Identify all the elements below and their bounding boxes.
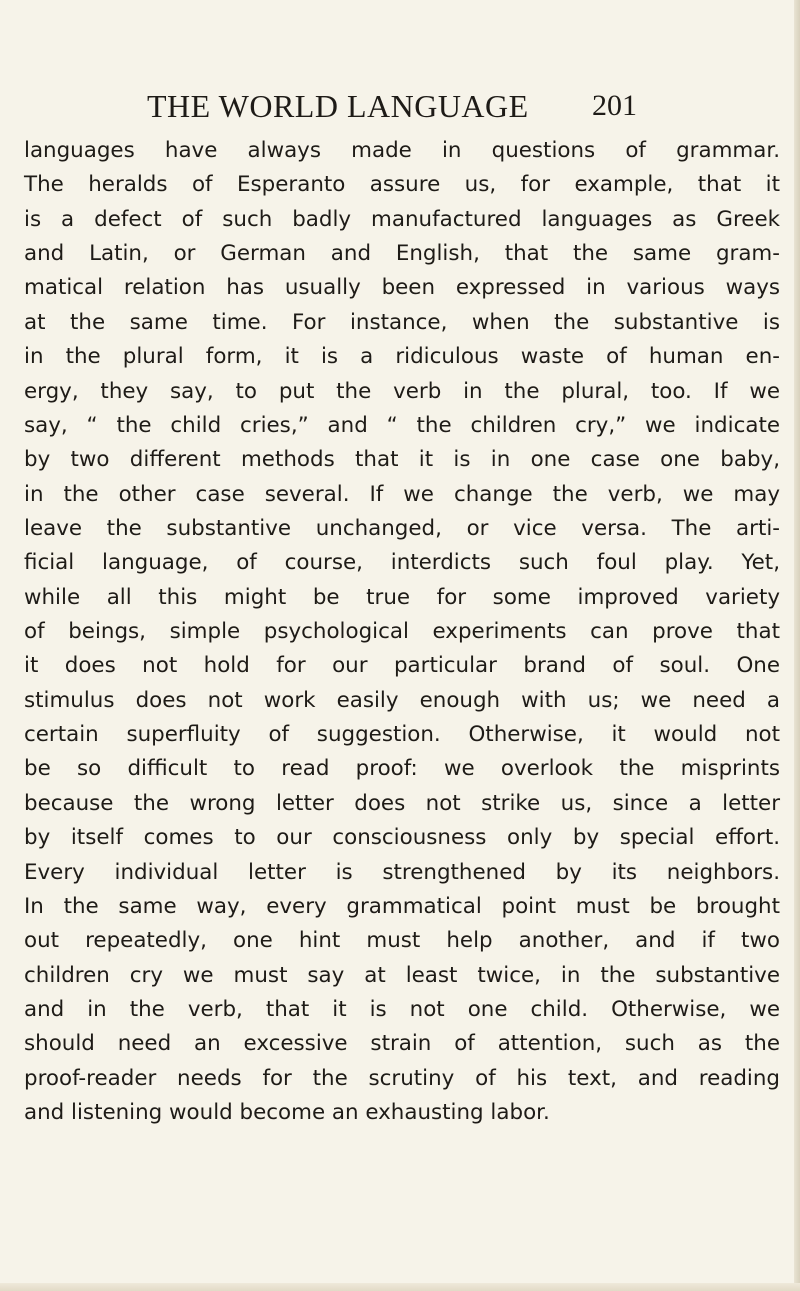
page-bottom-edge	[0, 1283, 800, 1291]
text-line: and Latin, or German and English, that the same gram-	[24, 241, 780, 267]
text-line-last: and listening would become an exhausting labor.	[24, 1100, 550, 1126]
text-line: children cry we must say at least twice, in the substantive	[24, 962, 780, 988]
text-line: The heralds of Esperanto assure us, for example, that it	[24, 172, 780, 198]
text-line: by two different methods that it is in one case one baby,	[24, 447, 780, 473]
text-line: should need an excessive strain of attention, such as the	[24, 1031, 780, 1057]
text-line: ficial language, of course, interdicts such foul play. Yet,	[24, 550, 780, 576]
text-line: because the wrong letter does not strike us, since a letter	[24, 790, 780, 816]
text-line: is a defect of such badly manufactured languages as Greek	[24, 206, 780, 232]
text-line: proof-reader needs for the scrutiny of his text, and reading	[24, 1065, 780, 1091]
running-title: THE WORLD LANGUAGE	[147, 88, 529, 124]
text-line: be so difficult to read proof: we overlook the misprints	[24, 756, 780, 782]
text-line: stimulus does not work easily enough with us; we need a	[24, 687, 780, 713]
text-line: in the plural form, it is a ridiculous waste of human en-	[24, 344, 780, 370]
text-line: certain superfluity of suggestion. Otherwise, it would not	[24, 722, 780, 748]
text-line: out repeatedly, one hint must help another, and if two	[24, 928, 780, 954]
text-line: it does not hold for our particular brand of soul. One	[24, 653, 780, 679]
text-line: say, “ the child cries,” and “ the children cry,” we indicate	[24, 412, 780, 438]
text-line: ergy, they say, to put the verb in the plural, too. If we	[24, 378, 780, 404]
text-line: in the other case several. If we change the verb, we may	[24, 481, 780, 507]
text-line: languages have always made in questions of grammar.	[24, 138, 780, 163]
page-number: 201	[592, 89, 637, 122]
text-line: and in the verb, that it is not one child. Otherwise, we	[24, 996, 780, 1022]
text-line: by itself comes to our consciousness only by special effort.	[24, 825, 780, 851]
text-line: Every individual letter is strengthened by its neighbors.	[24, 859, 780, 885]
text-line: while all this might be true for some improved variety	[24, 584, 780, 610]
text-line: at the same time. For instance, when the substantive is	[24, 309, 780, 335]
text-line: matical relation has usually been expressed in various ways	[24, 275, 780, 301]
page-right-edge	[794, 0, 800, 1291]
text-line: of beings, simple psychological experiments can prove that	[24, 619, 780, 645]
text-line: leave the substantive unchanged, or vice versa. The arti-	[24, 515, 780, 541]
body-paragraph	[24, 134, 780, 1130]
running-head	[0, 86, 800, 126]
text-line: In the same way, every grammatical point must be brought	[24, 893, 780, 919]
